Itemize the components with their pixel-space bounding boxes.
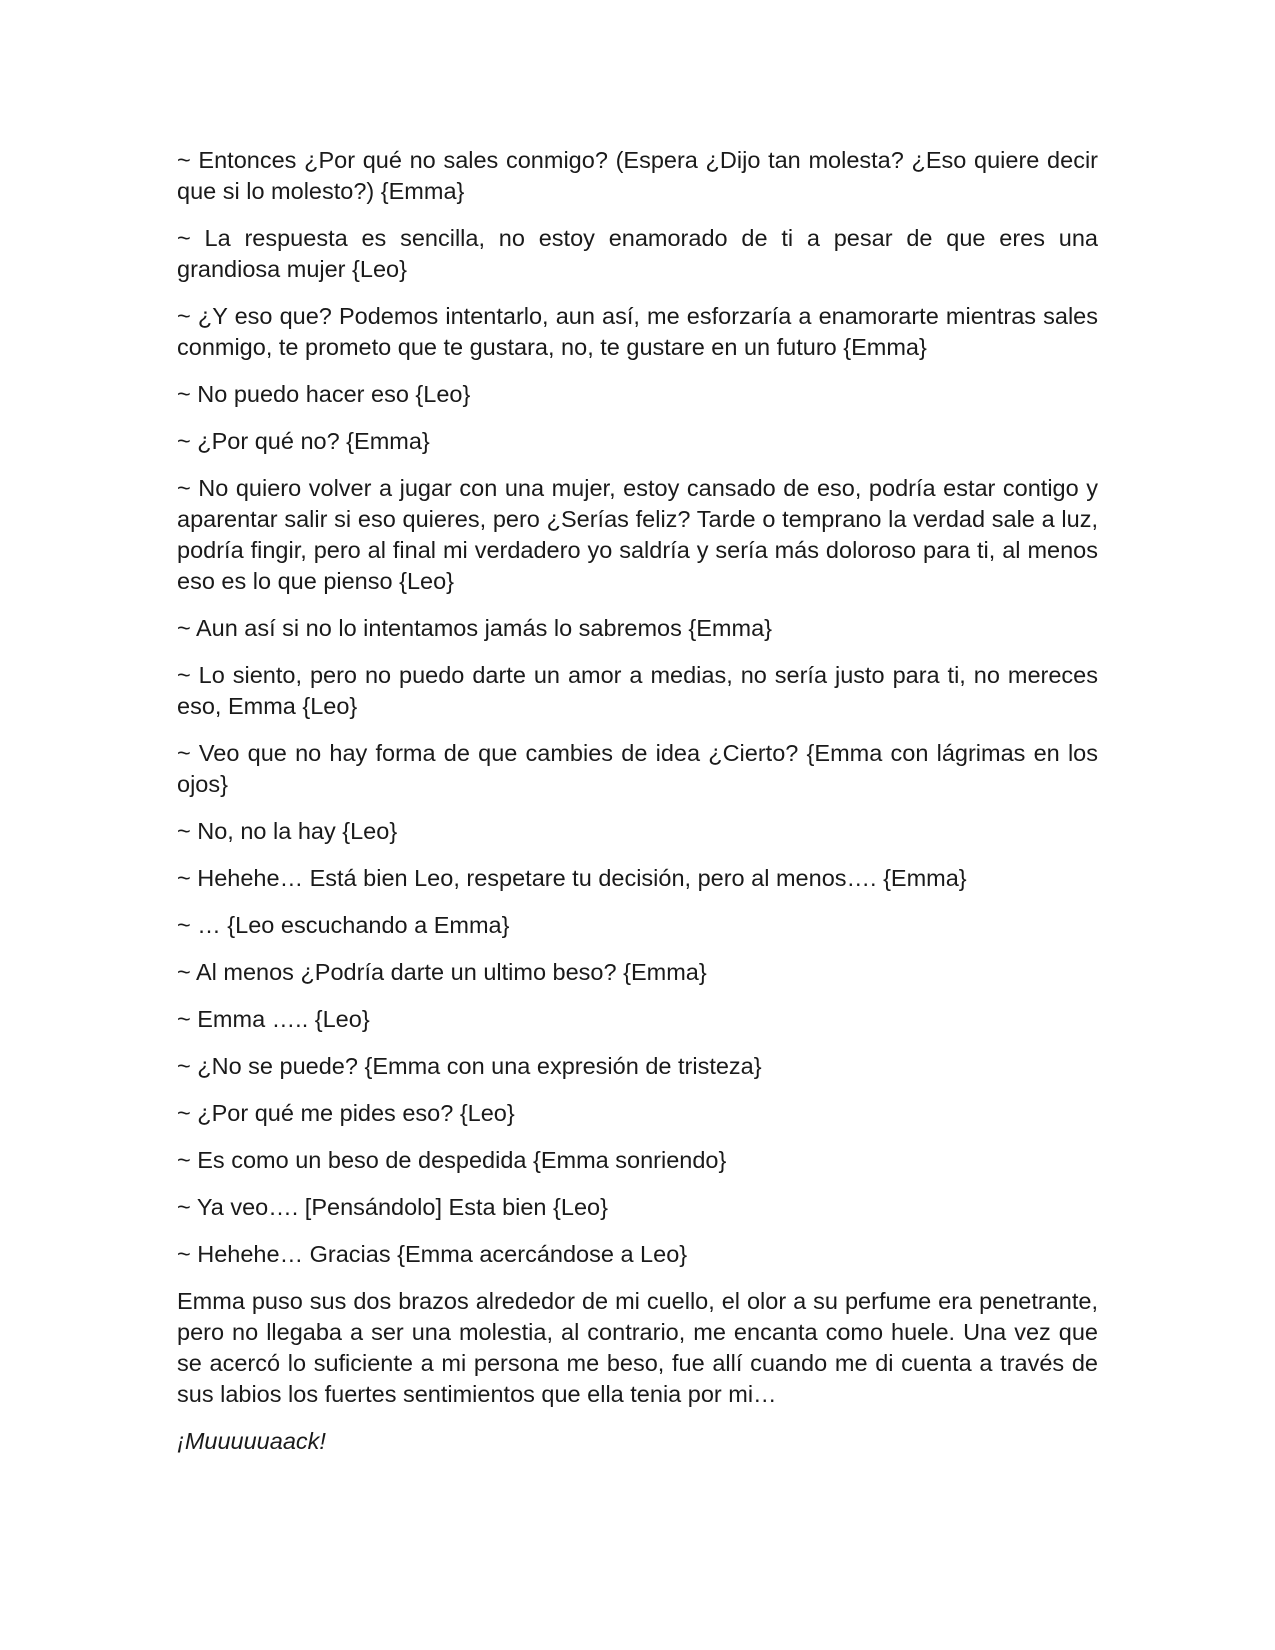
closing-exclamation: ¡Muuuuuaack! [177,1428,326,1454]
dialogue-line: ~ Emma ….. {Leo} [177,1006,370,1032]
dialogue-line: ~ No, no la hay {Leo} [177,818,398,844]
dialogue-line: ~ La respuesta es sencilla, no estoy enamorado de ti a pesar de que eres una grandiosa mujer {Leo} [177,225,1098,282]
narrative-paragraph: Emma puso sus dos brazos alrededor de mi cuello, el olor a su perfume era penetrante, pero no llegaba a ser una molestia, al contrario, me encanta como huele. Una vez que se acercó lo suficiente a mi persona me beso, fue allí cuando me di cuenta a través de sus labios los fuertes sentimientos que ella tenia por mi… [177,1288,1098,1407]
dialogue-line: ~ Hehehe… Está bien Leo, respetare tu decisión, pero al menos…. {Emma} [177,865,967,891]
dialogue-line: ~ Es como un beso de despedida {Emma sonriendo} [177,1147,727,1173]
dialogue-line: ~ Al menos ¿Podría darte un ultimo beso? {Emma} [177,959,707,985]
dialogue-line: ~ Ya veo…. [Pensándolo] Esta bien {Leo} [177,1194,608,1220]
dialogue-line: ~ ¿Y eso que? Podemos intentarlo, aun así, me esforzaría a enamorarte mientras sales conmigo, te prometo que te gustara, no, te gustare en un futuro {Emma} [177,303,1098,360]
document-body [177,145,1098,1457]
dialogue-line: ~ Hehehe… Gracias {Emma acercándose a Leo} [177,1241,688,1267]
dialogue-line: ~ Entonces ¿Por qué no sales conmigo? (Espera ¿Dijo tan molesta? ¿Eso quiere decir que si lo molesto?) {Emma} [177,147,1098,204]
dialogue-line: ~ No quiero volver a jugar con una mujer, estoy cansado de eso, podría estar contigo y aparentar salir si eso quieres, pero ¿Serías feliz? Tarde o temprano la verdad sale a luz, podría fingir, pero al final mi verdadero yo saldría y sería más doloroso para ti, al menos eso es lo que pienso {Leo} [177,475,1098,594]
dialogue-line: ~ Aun así si no lo intentamos jamás lo sabremos {Emma} [177,615,772,641]
dialogue-line: ~ ¿No se puede? {Emma con una expresión de tristeza} [177,1053,762,1079]
dialogue-line: ~ Veo que no hay forma de que cambies de idea ¿Cierto? {Emma con lágrimas en los ojos} [177,740,1098,797]
dialogue-line: ~ ¿Por qué no? {Emma} [177,428,430,454]
dialogue-line: ~ … {Leo escuchando a Emma} [177,912,510,938]
dialogue-line: ~ ¿Por qué me pides eso? {Leo} [177,1100,515,1126]
dialogue-line: ~ Lo siento, pero no puedo darte un amor a medias, no sería justo para ti, no mereces eso, Emma {Leo} [177,662,1098,719]
dialogue-line: ~ No puedo hacer eso {Leo} [177,381,471,407]
